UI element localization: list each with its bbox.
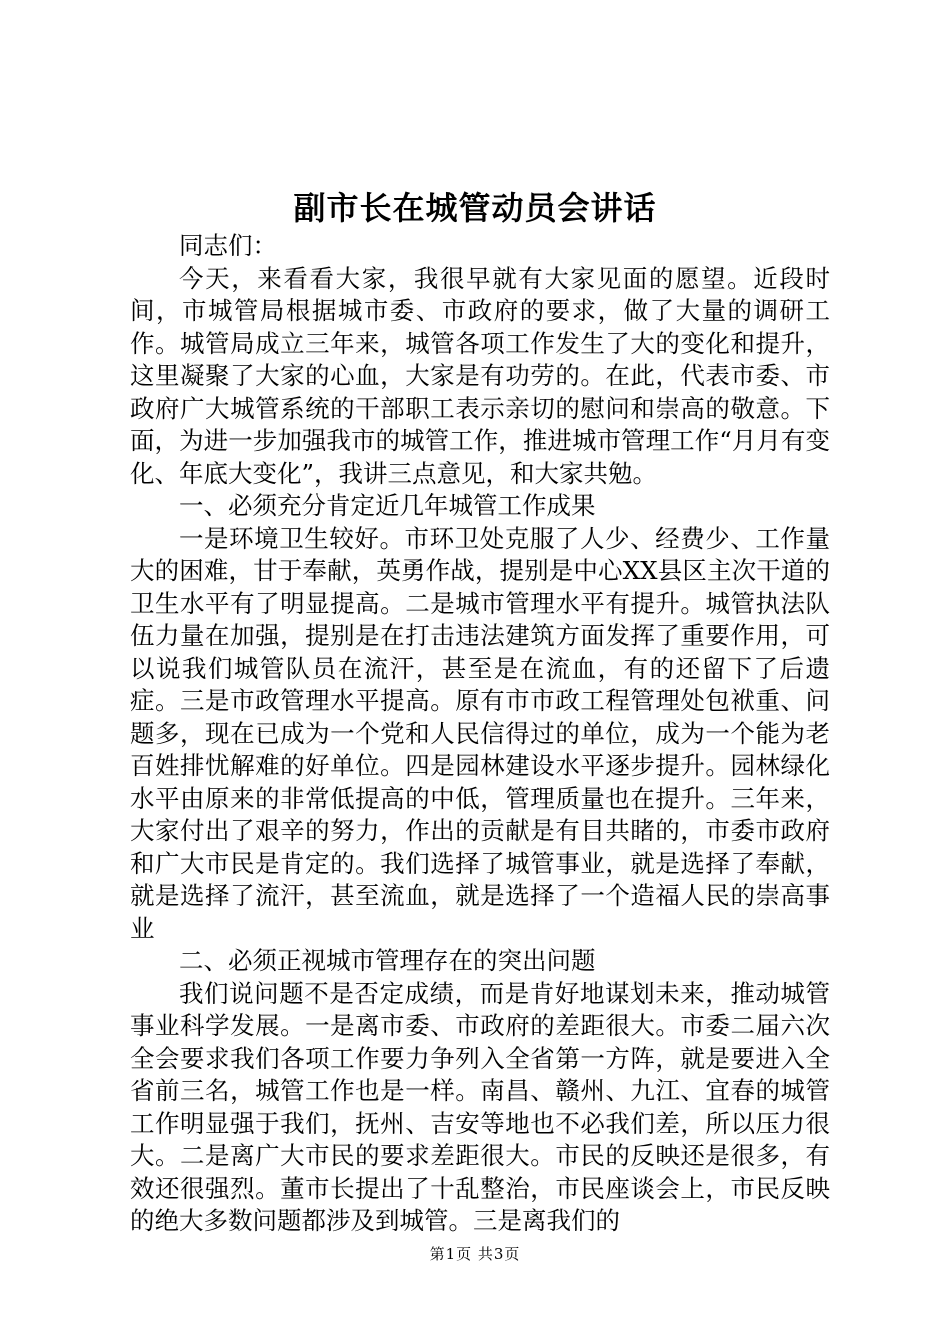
document-title: 副市长在城管动员会讲话 — [293, 189, 657, 227]
salutation: 同志们： — [179, 231, 277, 260]
section-heading-2: 二、必须正视城市管理存在的突出问题 — [179, 946, 596, 975]
document-body — [130, 230, 830, 1238]
paragraph-achievements: 一是环境卫生较好。市环卫处克服了人少、经费少、工作量大的困难，甘于奉献，英勇作战，提别是中心XX县区主次干道的卫生水平有了明显提高。二是城市管理水平有提升。城管执法队伍力量在加强，提别是在打击违法建筑方面发挥了重要作用，可以说我们城管队员在流汗，甚至是在流血，有的还留下了后遗症。三是市政管理水平提高。原有市市政工程管理处包袱重、问题多，现在已成为一个党和人民信得过的单位，成为一个能为老百姓排忧解难的好单位。四是园林建设水平逐步提升。园林绿化水平由原来的非常低提高的中低，管理质量也在提升。三年来，大家付出了艰辛的努力，作出的贡献是有目共睹的，市委市政府和广大市民是肯定的。我们选择了城管事业，就是选择了奉献，就是选择了流汗，甚至流血，就是选择了一个造福人民的崇高事业 — [130, 523, 830, 943]
paragraph-problems: 我们说问题不是否定成绩，而是肯好地谋划未来，推动城管事业科学发展。一是离市委、市政府的差距很大。市委二届六次全会要求我们各项工作要力争列入全省第一方阵，就是要进入全省前三名，城管工作也是一样。南昌、赣州、九江、宜春的城管工作明显强于我们，抚州、吉安等地也不必我们差，所以压力很大。二是离广大市民的要求差距很大。市民的反映还是很多，有效还很强烈。董市长提出了十乱整治，市民座谈会上，市民反映的绝大多数问题都涉及到城管。三是离我们的 — [130, 978, 830, 1235]
page-number-footer: 第1页 共3页 — [429, 1245, 521, 1263]
paragraph-intro: 今天，来看看大家，我很早就有大家见面的愿望。近段时间，市城管局根据城市委、市政府的要求，做了大量的调研工作。城管局成立三年来，城管各项工作发生了大的变化和提升，这里凝聚了大家的心血，大家是有功劳的。在此，代表市委、市政府广大城管系统的干部职工表示亲切的慰问和崇高的敬意。下面，为进一步加强我市的城管工作，推进城市管理工作“月月有变化、年底大变化”，我讲三点意见，和大家共勉。 — [130, 263, 830, 488]
section-heading-1: 一、必须充分肯定近几年城管工作成果 — [179, 491, 596, 520]
